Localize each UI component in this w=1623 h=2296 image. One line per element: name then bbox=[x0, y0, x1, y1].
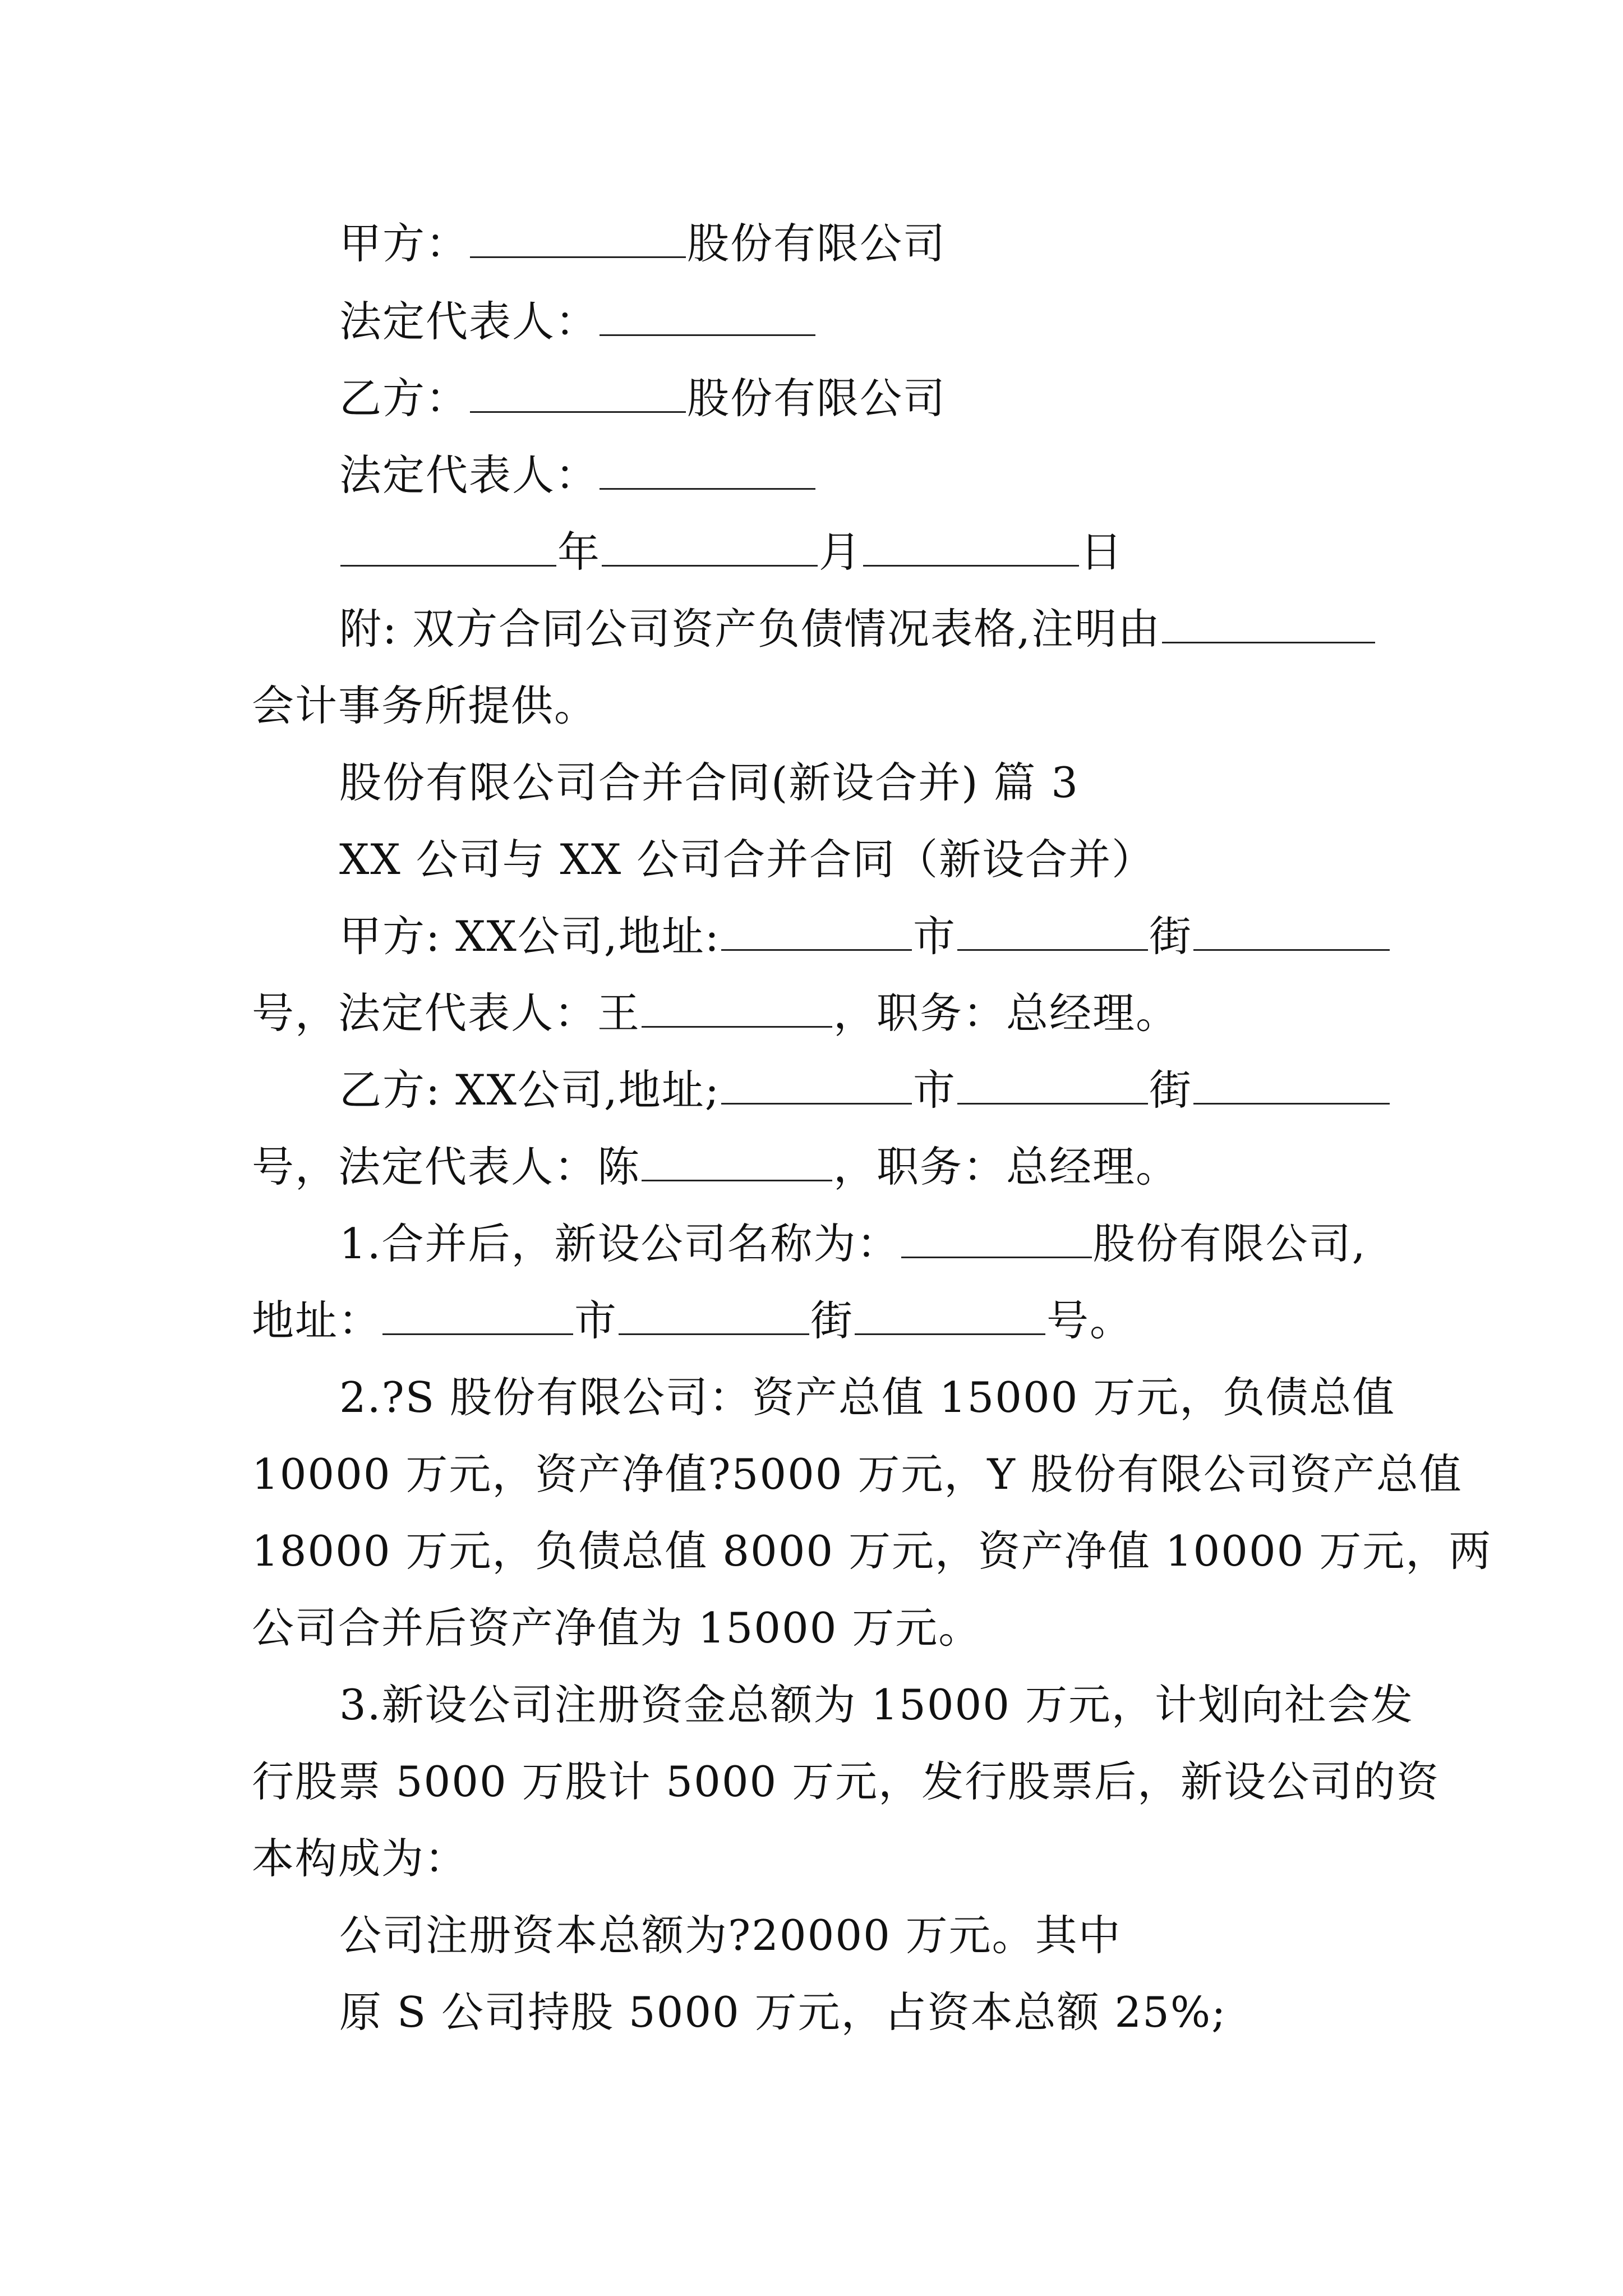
party-b-address-line bbox=[339, 1062, 1461, 1118]
text: 甲方： bbox=[339, 219, 469, 268]
text: 乙方： bbox=[339, 374, 469, 423]
text: XX 公司与 XX 公司合并合同（新设合并） bbox=[339, 835, 1155, 884]
text: 股份有限公司 bbox=[687, 374, 947, 423]
text: 市 bbox=[574, 1296, 618, 1345]
text: 甲方: XX公司,地址: bbox=[339, 912, 721, 961]
blank-line bbox=[721, 1066, 912, 1105]
text: 地址： bbox=[252, 1296, 382, 1345]
clause-3-line-2 bbox=[252, 1754, 1440, 1810]
text: 股份有限公司, bbox=[1092, 1219, 1367, 1268]
party-a-line bbox=[339, 215, 1461, 272]
text: 街 bbox=[1149, 1065, 1193, 1115]
text: 10000 万元，资产净值?5000 万元，Y 股份有限公司资产总值 bbox=[252, 1450, 1463, 1499]
text: 乙方: XX公司,地址; bbox=[339, 1065, 721, 1115]
party-a-address-line bbox=[339, 908, 1461, 964]
blank-line bbox=[642, 1143, 832, 1181]
clause-2-line-2 bbox=[252, 1446, 1463, 1502]
text: 街 bbox=[810, 1296, 854, 1345]
blank-line bbox=[1193, 912, 1390, 951]
clause-2-line-4 bbox=[252, 1600, 1373, 1656]
blank-line bbox=[382, 1296, 573, 1335]
text: 本构成为： bbox=[252, 1834, 468, 1883]
party-a-representative-line bbox=[339, 293, 1461, 349]
text: 号，法定代表人：王 bbox=[252, 988, 641, 1038]
party-b-representative-detail bbox=[252, 1139, 1373, 1195]
text: 18000 万元，负债总值 8000 万元，资产净值 10000 万元，两 bbox=[252, 1526, 1492, 1576]
blank-line bbox=[470, 374, 686, 413]
text: 2.?S 股份有限公司：资产总值 15000 万元，负债总值 bbox=[339, 1373, 1396, 1422]
blank-line bbox=[855, 1296, 1045, 1335]
text: 号。 bbox=[1046, 1296, 1133, 1345]
contract-title bbox=[339, 831, 1461, 887]
text: 街 bbox=[1149, 912, 1193, 961]
blank-line bbox=[901, 1220, 1092, 1258]
text: 附: 双方合同公司资产负债情况表格,注明由 bbox=[339, 604, 1161, 654]
blank-line bbox=[642, 989, 832, 1028]
shareholding-line bbox=[339, 1984, 1461, 2040]
blank-line bbox=[600, 297, 815, 336]
blank-line bbox=[721, 912, 912, 951]
clause-3-line-3 bbox=[252, 1830, 1373, 1887]
party-b-representative-line bbox=[339, 447, 1461, 503]
text: 年 bbox=[557, 527, 601, 577]
text: 法定代表人： bbox=[339, 450, 599, 500]
text: 公司合并后资产净值为 15000 万元。 bbox=[252, 1603, 982, 1653]
capital-total-line bbox=[339, 1907, 1461, 1963]
text: 股份有限公司合并合同(新设合并) 篇 3 bbox=[339, 758, 1079, 807]
text: 行股票 5000 万股计 5000 万元，发行股票后，新设公司的资 bbox=[252, 1757, 1440, 1806]
blank-line bbox=[863, 528, 1079, 567]
text: 会计事务所提供。 bbox=[252, 681, 598, 730]
blank-line bbox=[1162, 605, 1375, 643]
text: 法定代表人： bbox=[339, 297, 599, 346]
section-heading bbox=[339, 754, 1461, 811]
text: 号，法定代表人：陈 bbox=[252, 1142, 641, 1191]
blank-line bbox=[600, 451, 815, 490]
clause-2-line-1 bbox=[339, 1369, 1461, 1425]
clause-2-line-3 bbox=[252, 1523, 1492, 1579]
clause-3-line-1 bbox=[339, 1677, 1461, 1733]
appendix-line bbox=[339, 601, 1461, 657]
party-b-line bbox=[339, 370, 1461, 426]
text: 月 bbox=[819, 527, 863, 577]
text: 市 bbox=[913, 912, 957, 961]
blank-line bbox=[957, 912, 1148, 951]
blank-line bbox=[602, 528, 818, 567]
text: 1.合并后，新设公司名称为： bbox=[339, 1219, 900, 1268]
text: 日 bbox=[1080, 527, 1124, 577]
text: 股份有限公司 bbox=[687, 219, 947, 268]
text: 公司注册资本总额为?20000 万元。其中 bbox=[339, 1911, 1122, 1960]
clause-1-address-line bbox=[252, 1292, 1373, 1349]
date-line bbox=[339, 524, 1461, 580]
text: ，职务：总经理。 bbox=[833, 1142, 1179, 1191]
text: ，职务：总经理。 bbox=[833, 988, 1179, 1038]
blank-line bbox=[957, 1066, 1148, 1105]
appendix-continued-line bbox=[252, 678, 1373, 734]
party-a-representative-detail bbox=[252, 985, 1373, 1041]
blank-line bbox=[340, 528, 556, 567]
blank-line bbox=[1193, 1066, 1390, 1105]
clause-1-line bbox=[339, 1216, 1461, 1272]
blank-line bbox=[619, 1296, 809, 1335]
text: 原 S 公司持股 5000 万元，占资本总额 25%; bbox=[339, 1987, 1227, 2037]
text: 市 bbox=[913, 1065, 957, 1115]
text: 3.新设公司注册资金总额为 15000 万元，计划向社会发 bbox=[339, 1680, 1414, 1729]
blank-line bbox=[470, 219, 686, 258]
